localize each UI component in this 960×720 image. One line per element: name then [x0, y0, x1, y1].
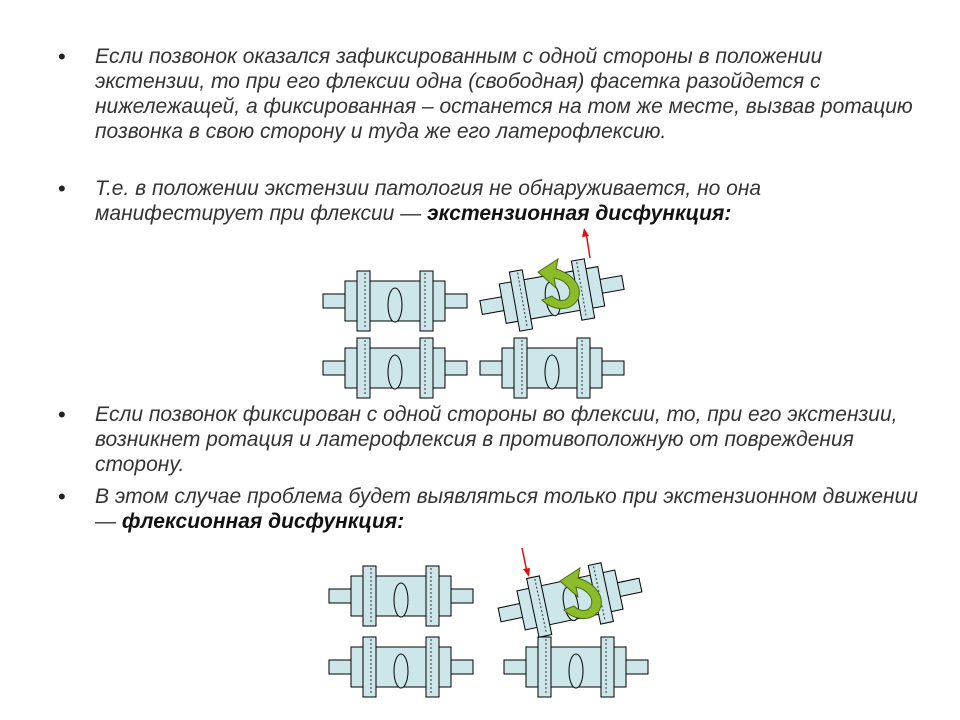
vertebra-lower-left: [323, 338, 467, 398]
paragraph-text: Если позвонок оказался зафиксированным с одной стороны в положении экстензии, то при его флексии одна (свободная) фасетка разойдется с нижележащей, а фиксированная – останется на том же месте, вызвав ротацию позвонка в свою сторону и туда же его латерофлексию.: [95, 45, 913, 143]
paragraph-extension-fixation: [95, 44, 925, 144]
paragraph-flexion-dysfunction: [95, 484, 925, 534]
force-arrow-icon: [582, 228, 590, 258]
bullet-dot-3: •: [58, 402, 66, 427]
paragraph-text: Если позвонок фиксирован с одной стороны во флексии, то, при его экстензии, возникнет ротация и латерофлексия в противоположную от повреждения сторону.: [95, 403, 898, 476]
paragraph-flexion-fixation: [95, 402, 925, 477]
vertebra-lower-right: [480, 338, 624, 398]
bullet-dot-4: •: [58, 484, 66, 509]
vertebra-upper-right-rotated: [493, 556, 646, 645]
term-flexion-dysfunction: флексионная дисфункция:: [121, 510, 405, 533]
paragraph-text: Т.е. в положении экстензии патология не обнаруживается, но она манифестирует при флексии —: [95, 177, 762, 225]
bullet-dot-2: •: [58, 176, 66, 201]
force-arrow-icon: [522, 548, 530, 577]
bullet-dot-1: •: [58, 44, 66, 69]
extension-dysfunction-diagram: [316, 224, 636, 404]
vertebra-upper-left: [329, 566, 473, 626]
flexion-dysfunction-diagram: [322, 540, 652, 716]
paragraph-extension-dysfunction: [95, 176, 925, 226]
vertebra-upper-left: [323, 271, 467, 331]
paragraph-text: В этом случае проблема будет выявляться только при экстензионном движении —: [95, 485, 918, 533]
vertebra-lower-left: [329, 637, 473, 697]
term-extension-dysfunction: экстензионная дисфункция:: [427, 202, 732, 225]
vertebra-lower-right: [504, 637, 648, 697]
